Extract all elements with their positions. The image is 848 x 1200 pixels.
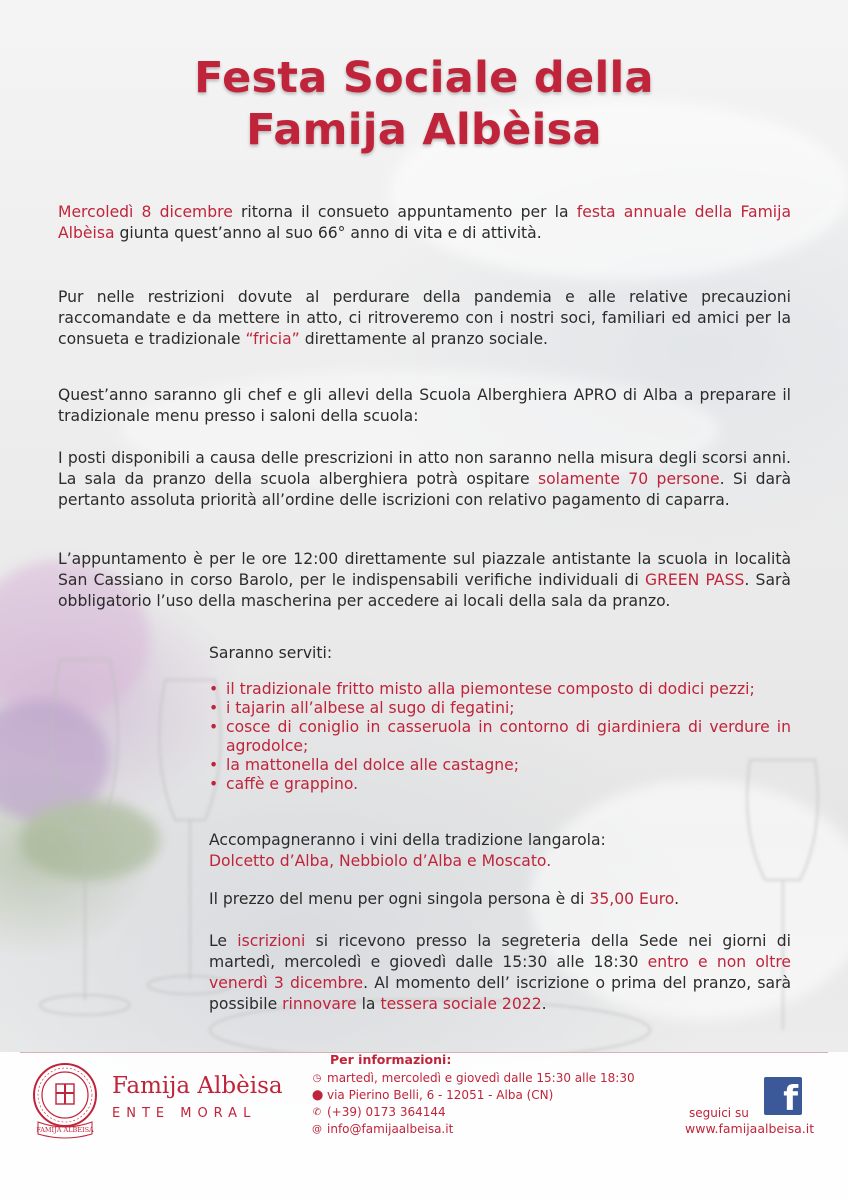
facebook-icon[interactable]: f xyxy=(764,1077,802,1115)
price-value: 35,00 Euro xyxy=(589,890,675,908)
seal-ribbon-text: FAMIJA ALBEISA xyxy=(36,1126,94,1134)
clock-icon: ◷ xyxy=(312,1073,322,1084)
info-title: Per informazioni: xyxy=(330,1052,452,1067)
restrictions-paragraph: Pur nelle restrizioni dovute al perdurare della pandemia e alle relative precauzioni raccomandate e da mettere in atto, ci ritroveremo con i nostri soci, familiari ed amici per la consueta e tradizionale “fricia” direttamente al pranzo sociale. xyxy=(58,288,791,348)
menu-item: • i tajarin all’albese al sugo di fegatini; xyxy=(209,699,791,718)
menu-item: • la mattonella del dolce alle castagne; xyxy=(209,756,791,775)
seats-paragraph: I posti disponibili a causa delle prescrizioni in atto non saranno nella misura degli scorsi anni. La sala da pranzo della scuola alberghiera potrà ospitare solamente 70 persone. Si darà pertanto assoluta priorità all’ordine delle iscrizioni con relativo pagamento di caparra. xyxy=(58,449,791,509)
info-phone[interactable]: ✆ (+39) 0173 364144 xyxy=(312,1105,446,1119)
brand-subtitle: ENTE MORAL xyxy=(112,1106,257,1121)
registration-paragraph: Le iscrizioni si ricevono presso la segreteria della Sede nei giorni di martedì, mercoledì e giovedì dalle 15:30 alle 18:30 entro e non oltre venerdì 3 dicembre. Al momento dell’ iscrizione o prima del pranzo, sarà possibile rinnovare la tessera sociale 2022. xyxy=(209,932,792,1013)
info-email[interactable]: @ info@famijaalbeisa.it xyxy=(312,1122,454,1136)
wines-intro: Accompagneranno i vini della tradizione langarola: xyxy=(209,831,606,849)
appointment-paragraph: L’appuntamento è per le ore 12:00 direttamente sul piazzale antistante la scuola in località San Cassiano in corso Barolo, per le indispensabili verifiche individuali di GREEN PASS. Sarà obbligatorio l’uso della mascherina per accedere ai locali della sala da pranzo. xyxy=(58,550,791,610)
wines-list: Dolcetto d’Alba, Nebbiolo d’Alba e Moscato. xyxy=(209,852,552,870)
location-pin-icon: ⬤ xyxy=(312,1090,324,1101)
info-address: ⬤ via Pierino Belli, 6 - 12051 - Alba (CN) xyxy=(312,1088,554,1102)
info-hours: ◷ martedì, mercoledì e giovedì dalle 15:30 alle 18:30 xyxy=(312,1071,635,1085)
brand-name: Famija Albèisa xyxy=(112,1073,283,1099)
phone-icon: ✆ xyxy=(312,1107,322,1118)
chef-paragraph: Quest’anno saranno gli chef e gli allevi della Scuola Alberghiera APRO di Alba a preparare il tradizionale menu presso i saloni della scuola: xyxy=(58,386,791,425)
menu-item: • cosce di coniglio in casseruola in contorno di giardiniera di verdure in agrodolce; xyxy=(209,718,791,756)
menu-item: • il tradizionale fritto misto alla piemontese composto di dodici pezzi; xyxy=(209,680,791,699)
price-paragraph: Il prezzo del menu per ogni singola persona è di 35,00 Euro. xyxy=(209,890,680,908)
menu-list xyxy=(209,680,791,794)
menu-item: • caffè e grappino. xyxy=(209,775,791,794)
contact-info-list xyxy=(312,1070,635,1138)
social-label: seguici su xyxy=(689,1106,749,1120)
title-line-2: Famija Albèisa xyxy=(246,105,602,155)
page-title xyxy=(0,52,848,156)
title-line-1: Festa Sociale della xyxy=(194,53,654,103)
intro-paragraph: Mercoledì 8 dicembre ritorna il consueto appuntamento per la festa annuale della Famija Albèisa giunta quest’anno al suo 66° anno di vita e di attività. xyxy=(58,203,792,242)
at-icon: @ xyxy=(312,1124,322,1135)
menu-intro: Saranno serviti: xyxy=(209,644,333,662)
famija-seal-logo xyxy=(30,1062,100,1142)
wines-paragraph xyxy=(209,830,791,872)
website-link[interactable]: www.famijaalbeisa.it xyxy=(685,1121,815,1136)
